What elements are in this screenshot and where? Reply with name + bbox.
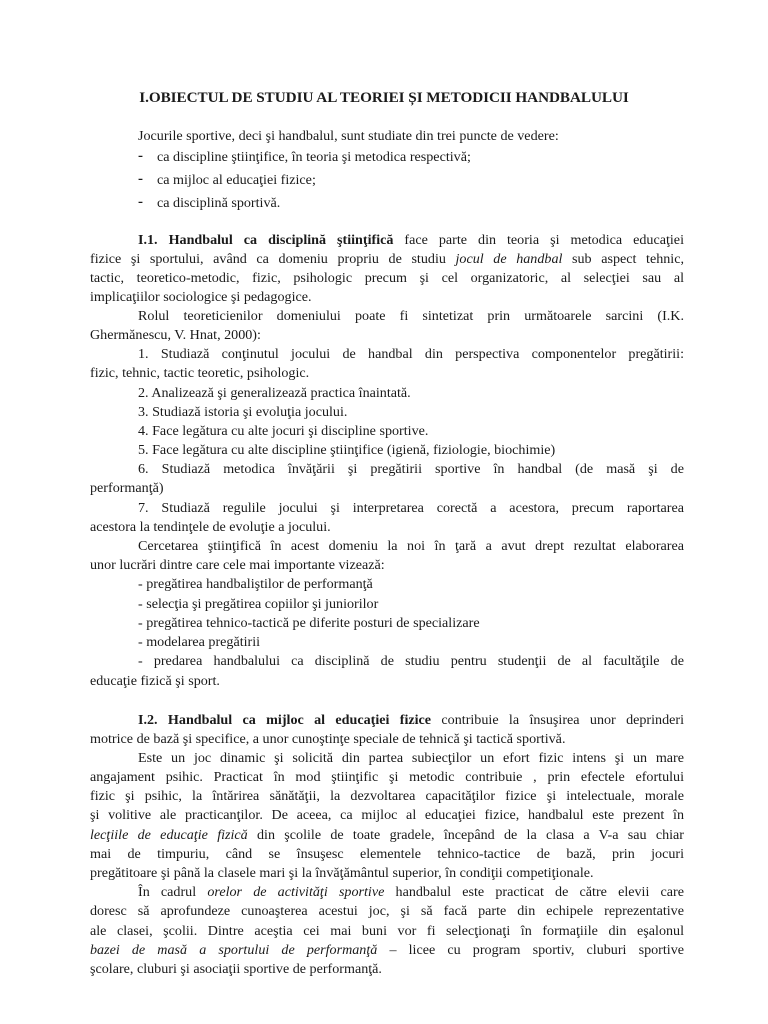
- bullet-dash: -: [138, 194, 143, 210]
- section1-first-line: [138, 231, 684, 249]
- intro-bullet: ca disciplină sportivă.: [157, 195, 281, 211]
- section1-text: sub aspect tehnic,: [562, 251, 684, 267]
- section2-line: doresc să aprofundeze cunoaşterea acestui joc, şi să facă parte din echipele reprezentative: [90, 903, 684, 919]
- intro-bullet: ca discipline ştiinţifice, în teoria şi metodica respectivă;: [157, 149, 471, 165]
- section1-text: face parte din teoria şi metodica educaţiei: [393, 232, 684, 248]
- task-item-cont: fizic, tehnic, tactic teoretic, psihologic.: [90, 365, 310, 381]
- section1-line: tactic, teoretico-metodic, fizic, psihologic precum şi cel organizatoric, al selecţiei sau al: [90, 270, 684, 286]
- section2-line: Este un joc dinamic şi solicită din partea subiecţilor un efort fizic intens şi un mare: [138, 750, 684, 766]
- task-item: 5. Face legătura cu alte discipline ştiinţifice (igienă, fiziologie, biochimie): [138, 442, 556, 458]
- research-item: - pregătirea handbaliştilor de performanţă: [138, 576, 373, 592]
- research-item: - modelarea pregătirii: [138, 634, 261, 650]
- intro-bullet: ca mijloc al educaţiei fizice;: [157, 172, 316, 188]
- section2-text: – licee cu program sportiv, cluburi sportive: [377, 942, 684, 958]
- task-item-cont: performanţă): [90, 480, 164, 496]
- task-item: 1. Studiază conţinutul jocului de handbal din perspectiva componentelor pregătirii:: [138, 346, 684, 362]
- research-item: - selecţia şi pregătirea copiilor şi juniorilor: [138, 596, 379, 612]
- section2-line: mai de timpuriu, când se însuşesc elementele tehnico-tactice de bază, prin jocuri: [90, 846, 684, 862]
- intro-text: Jocurile sportive, deci şi handbalul, sunt studiate din trei puncte de vedere:: [138, 128, 559, 144]
- section2-line: motrice de bază şi specifice, a unor cunoştinţe speciale de tehnică şi tactică sportivă.: [90, 731, 566, 747]
- section2-text: contribuie la însuşirea unor deprinderi: [431, 712, 684, 728]
- task-item: 4. Face legătura cu alte jocuri şi discipline sportive.: [138, 423, 429, 439]
- section2-line: pregătitoare şi până la clasele mari şi la învăţământul superior, în condiţii competiţionale.: [90, 865, 594, 881]
- emphasis-text: bazei de masă a sportului de performanţă: [90, 942, 378, 958]
- section2-line: angajament psihic. Practicat în mod ştiinţific şi metodic contribuie , prin efectele efortului: [90, 769, 684, 785]
- paragraph-line: unor lucrări dintre care cele mai importante vizează:: [90, 557, 385, 573]
- section2-text: handbalul este practicat de către elevii care: [384, 884, 685, 900]
- section2-line: [138, 883, 684, 901]
- section1-line: [90, 250, 684, 268]
- bullet-dash: -: [138, 171, 143, 187]
- paragraph-line: Rolul teoreticienilor domeniului poate fi sintetizat prin următoarele sarcini (I.K.: [138, 308, 684, 324]
- section2-text: din şcolile de toate gradele, începând de la clasa a V-a sau chiar: [247, 827, 684, 843]
- paragraph-line: Ghermănescu, V. Hnat, 2000):: [90, 327, 261, 343]
- section2-line: fizic şi psihic, la întărirea sănătăţii, la dezvoltarea capacităţilor fizice şi intelectuale, morale: [90, 788, 684, 804]
- paragraph-line: Cercetarea ştiinţifică în acest domeniu la noi în ţară a avut drept rezultat elaborarea: [138, 538, 684, 554]
- research-item: - predarea handbalului ca disciplină de studiu pentru studenţii de al facultăţile de: [138, 653, 684, 669]
- section2-line: ale clasei, şcolii. Dintre aceştia cei mai buni vor fi selecţionaţi în formaţiile din eşalonul: [90, 923, 684, 939]
- section2-line: şcolare, cluburi şi asociaţii sportive de performanţă.: [90, 961, 382, 977]
- section1-heading: I.1. Handbalul ca disciplină ştiinţifică: [138, 232, 394, 248]
- section2-line: [90, 826, 684, 844]
- task-item-cont: acestora la tendinţele de evoluţie a jocului.: [90, 519, 331, 535]
- emphasis-text: jocul de handbal: [455, 251, 563, 267]
- document-title: I.OBIECTUL DE STUDIU AL TEORIEI ȘI METODICII HANDBALULUI: [139, 89, 629, 106]
- section1-text: fizice şi sportului, având ca domeniu propriu de studiu: [90, 251, 456, 267]
- section2-text: În cadrul: [138, 884, 208, 900]
- emphasis-text: orelor de activităţi sportive: [207, 884, 385, 900]
- section2-line: [90, 941, 684, 959]
- task-item: 3. Studiază istoria şi evoluţia jocului.: [138, 404, 348, 420]
- task-item: 6. Studiază metodica învăţării şi pregătirii sportive în handbal (de masă şi de: [138, 461, 684, 477]
- task-item: 2. Analizează şi generalizează practica înaintată.: [138, 385, 411, 401]
- section1-line: implicaţiilor sociologice şi pedagogice.: [90, 289, 312, 305]
- research-item: - pregătirea tehnico-tactică pe diferite posturi de specializare: [138, 615, 480, 631]
- section2-heading: I.2. Handbalul ca mijloc al educaţiei fizice: [138, 712, 432, 728]
- research-item-cont: educaţie fizică şi sport.: [90, 673, 220, 689]
- section2-line: şi volitive ale practicanţilor. De aceea, ca mijloc al educaţiei fizice, handbalul este prezent în: [90, 807, 684, 823]
- bullet-dash: -: [138, 148, 143, 164]
- task-item: 7. Studiază regulile jocului şi interpretarea corectă a acestora, precum raportarea: [138, 500, 684, 516]
- emphasis-text: lecţiile de educaţie fizică: [90, 827, 248, 843]
- section2-first-line: [138, 711, 684, 729]
